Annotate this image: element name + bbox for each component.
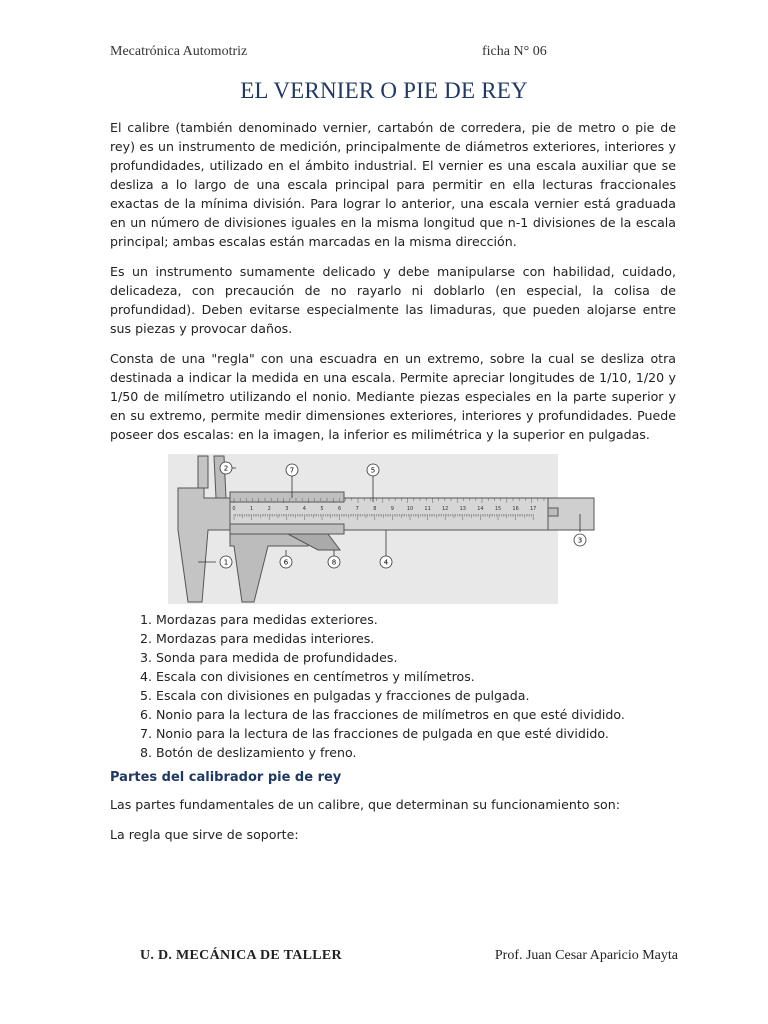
footer-author: Prof. Juan Cesar Aparicio Mayta [494,948,678,963]
vernier-caliper-figure [168,454,583,604]
scale-number: 15 [494,506,502,512]
list-item: 8. Botón de deslizamiento y freno. [156,743,676,762]
list-item: 4. Escala con divisiones en centímetros y milímetros. [156,667,676,686]
mm-vernier-plate [230,524,344,534]
parts-list [110,610,676,762]
vernier-caliper-illustration [168,454,583,604]
scale-number: 16 [512,506,519,512]
paragraph-fundamentals: Las partes fundamentales de un calibre, que determinan su funcionamiento son: [110,797,620,812]
section-subheading: Partes del calibrador pie de rey [110,770,342,785]
callout-8-label: 8 [331,558,337,567]
scale-number: 11 [424,506,431,512]
list-item: 1. Mordazas para medidas exteriores. [156,610,676,629]
callout-5-label: 5 [370,466,376,475]
scale-number: 3 [285,506,289,512]
header-course: Mecatrónica Automotriz [110,44,248,59]
scale-number: 2 [267,506,271,512]
scale-number: 5 [320,506,324,512]
scale-number: 14 [477,506,484,512]
scale-number: 1 [250,506,254,512]
scale-number: 12 [442,506,449,512]
scale-number: 4 [302,506,306,512]
callout-4-label: 4 [383,558,389,567]
list-item: 6. Nonio para la lectura de las fracciones de milímetros en que esté dividido. [156,705,676,724]
paragraph-description: Consta de una "regla" con una escuadra en un extremo, sobre la cual se desliza otra destinada a indicar la medida en una escala. Permite apreciar longitudes de 1/10, 1/20 y 1/50 de milímetro utilizando el nonio. Mediante piezas especiales en la parte superior y en su extremo, permite medir dimensiones exteriores, interiores y profundidades. Puede poseer dos escalas: en la imagen, la inferior es milimétrica y la superior en pulgadas. [110,351,676,442]
fixed-inner-jaw [198,456,208,488]
scale-number: 13 [459,506,466,512]
scale-number: 9 [390,506,394,512]
callout-6-label: 6 [283,558,289,567]
callout-2-label: 2 [223,464,229,473]
callout-1-label: 1 [223,558,229,567]
header-sheet-number: ficha N° 06 [482,44,547,59]
depth-probe [548,508,558,516]
scale-number: 10 [406,506,414,512]
scale-number: 0 [232,506,236,512]
scale-number: 6 [338,506,342,512]
list-item: 3. Sonda para medida de profundidades. [156,648,676,667]
document-body [110,118,676,855]
callout-7-label: 7 [289,466,295,475]
callout-3-label: 3 [577,536,583,545]
paragraph-intro: El calibre (también denominado vernier, cartabón de corredera, pie de metro o pie de rey) es un instrumento de medición, principalmente de diámetros exteriores, interiores y profundidades, utilizado en el ámbito industrial. El vernier es una escala auxiliar que se desliza a lo largo de una escala principal para permitir en ella lecturas fraccionales exactas de la mínima división. Para lograr lo anterior, una escala vernier está graduada en un número de divisiones iguales en la misma longitud que n-1 divisiones de la escala principal; ambas escalas están marcadas en la misma dirección. [110,120,676,249]
paragraph-care: Es un instrumento sumamente delicado y debe manipularse con habilidad, cuidado, delicadeza, con precaución de no rayarlo ni doblarlo (en especial, la colisa de profundidad). Deben evitarse especialmente las limaduras, que pueden alojarse entre sus piezas y provocar daños. [110,264,676,336]
scale-number: 8 [373,506,377,512]
list-item: 7. Nonio para la lectura de las fracciones de pulgada en que esté dividido. [156,724,676,743]
scale-number: 17 [530,506,537,512]
list-item: 5. Escala con divisiones en pulgadas y fracciones de pulgada. [156,686,676,705]
list-item: 2. Mordazas para medidas interiores. [156,629,676,648]
page-title: EL VERNIER O PIE DE REY [240,78,528,103]
footer-department: U. D. MECÁNICA DE TALLER [140,948,342,963]
scale-number: 7 [355,506,359,512]
paragraph-ruler: La regla que sirve de soporte: [110,827,299,842]
